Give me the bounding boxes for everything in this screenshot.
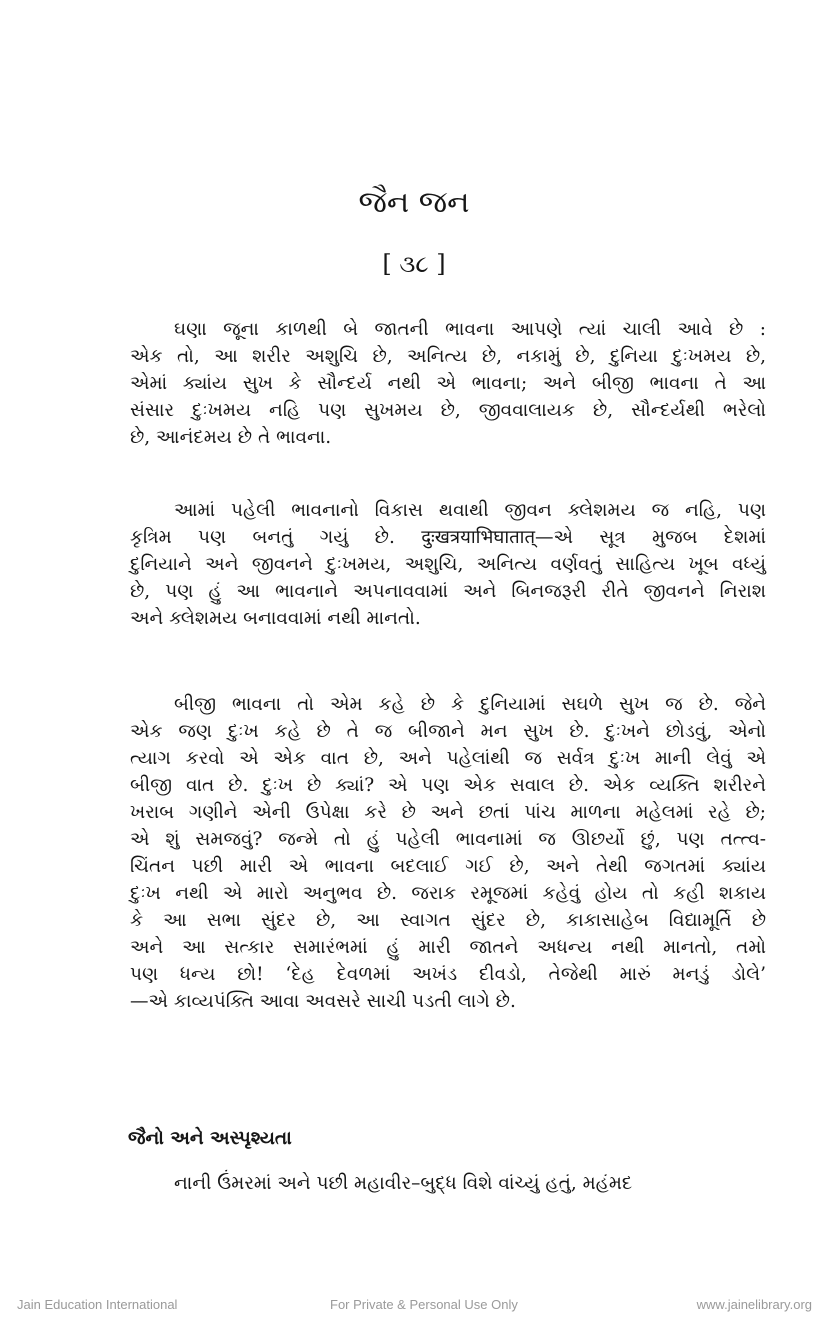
page-title: જૈન જન [358,185,470,220]
section-first-line [130,1170,766,1197]
text-line: ચિંતન પછી મારી એ ભાવના બદલાઈ ગઈ છે, અને તેથી જગતમાં ક્યાંય [130,856,766,877]
text-line: નાની ઉંમરમાં અને પછી મહાવીર–બુદ્ધ વિશે વાંચ્યું હતું, મહંમદ [174,1173,633,1194]
text-line: દુનિયાને અને જીવનને દુઃખમય, અશુચિ, અનિત્ય વર્ણવતું સાહિત્ય ખૂબ વધ્યું [130,554,766,575]
text-line: અને આ સત્કાર સમારંભમાં હું મારી જાતને અધન્ય નથી માનતો, તમો [130,937,766,958]
section-heading: જૈનો અને અસ્પૃશ્યતા [128,1128,292,1149]
paragraph-1 [130,316,766,451]
text-line: પણ ધન્ય છો! ‘દેહ દેવળમાં અખંડ દીવડો, તેજેથી મારું મનડું ડોલે’ [130,964,766,985]
text-line: ત્યાગ કરવો એ એક વાત છે, અને પહેલાંથી જ સર્વત્ર દુઃખ માની લેવું એ [130,748,766,769]
text-line: ખરાબ ગણીને એની ઉપેક્ષા કરે છે અને છતાં પાંચ માળના મહેલમાં રહે છે; [130,802,766,823]
text-line: સંસાર દુઃખમય નહિ પણ સુખમય છે, જીવવાલાયક છે, સૌન્દર્યથી ભરેલો [130,400,766,421]
text-line: એ શું સમજવું? જન્મે તો હું પહેલી ભાવનામાં જ ઊછર્યો છું, પણ તત્ત્વ- [130,829,766,850]
text-line: —એ કાવ્યપંક્તિ આવા અવસરે સાચી પડતી લાગે છે. [130,991,516,1012]
text-line: આમાં પહેલી ભાવનાનો વિકાસ થવાથી જીવન ક્લેશમય જ નહિ, પણ [174,500,766,521]
text-line: દુઃખ નથી એ મારો અનુભવ છે. જરાક રમૂજમાં કહેવું હોય તો કહી શકાય [130,883,766,904]
text-line: બીજી વાત છે. દુઃખ છે ક્યાં? એ પણ એક સવાલ છે. એક વ્યક્તિ શરીરને [130,775,766,796]
footer-center: For Private & Personal Use Only [330,1297,518,1312]
chapter-number: [ ૩૮ ] [382,250,446,278]
text-line: એક જણ દુઃખ કહે છે તે જ બીજાને મન સુખ છે. દુઃખને છોડવું, એનો [130,721,766,742]
text-line: છે, પણ હું આ ભાવનાને અપનાવવામાં અને બિનજરૂરી રીતે જીવનને નિરાશ [130,581,766,602]
text-line: કૃત્રિમ પણ બનતું ગયું છે. दुःखत्रयाभिघातात्—એ સૂત્ર મુજબ દેશમાં [130,527,766,548]
text-line: એક તો, આ શરીર અશુચિ છે, અનિત્ય છે, નકામું છે, દુનિયા દુઃખમય છે, [130,346,766,367]
text-line: એમાં ક્યાંય સુખ કે સૌન્દર્ય નથી એ ભાવના; અને બીજી ભાવના તે આ [130,373,766,394]
text-line: છે, આનંદમય છે તે ભાવના. [130,427,332,448]
paragraph-2 [130,497,766,632]
text-line: ઘણા જૂના કાળથી બે જાતની ભાવના આપણે ત્યાં ચાલી આવે છે : [174,319,766,340]
paragraph-3 [130,691,766,1015]
footer-right[interactable]: www.jainelibrary.org [696,1297,812,1312]
text-line: અને ક્લેશમય બનાવવામાં નથી માનતો. [130,608,421,629]
text-line: કે આ સભા સુંદર છે, આ સ્વાગત સુંદર છે, કાકાસાહેબ વિદ્યામૂર્તિ છે [130,910,766,931]
text-line: બીજી ભાવના તો એમ કહે છે કે દુનિયામાં સઘળે સુખ જ છે. જેને [174,694,766,715]
footer-left: Jain Education International [17,1297,178,1312]
